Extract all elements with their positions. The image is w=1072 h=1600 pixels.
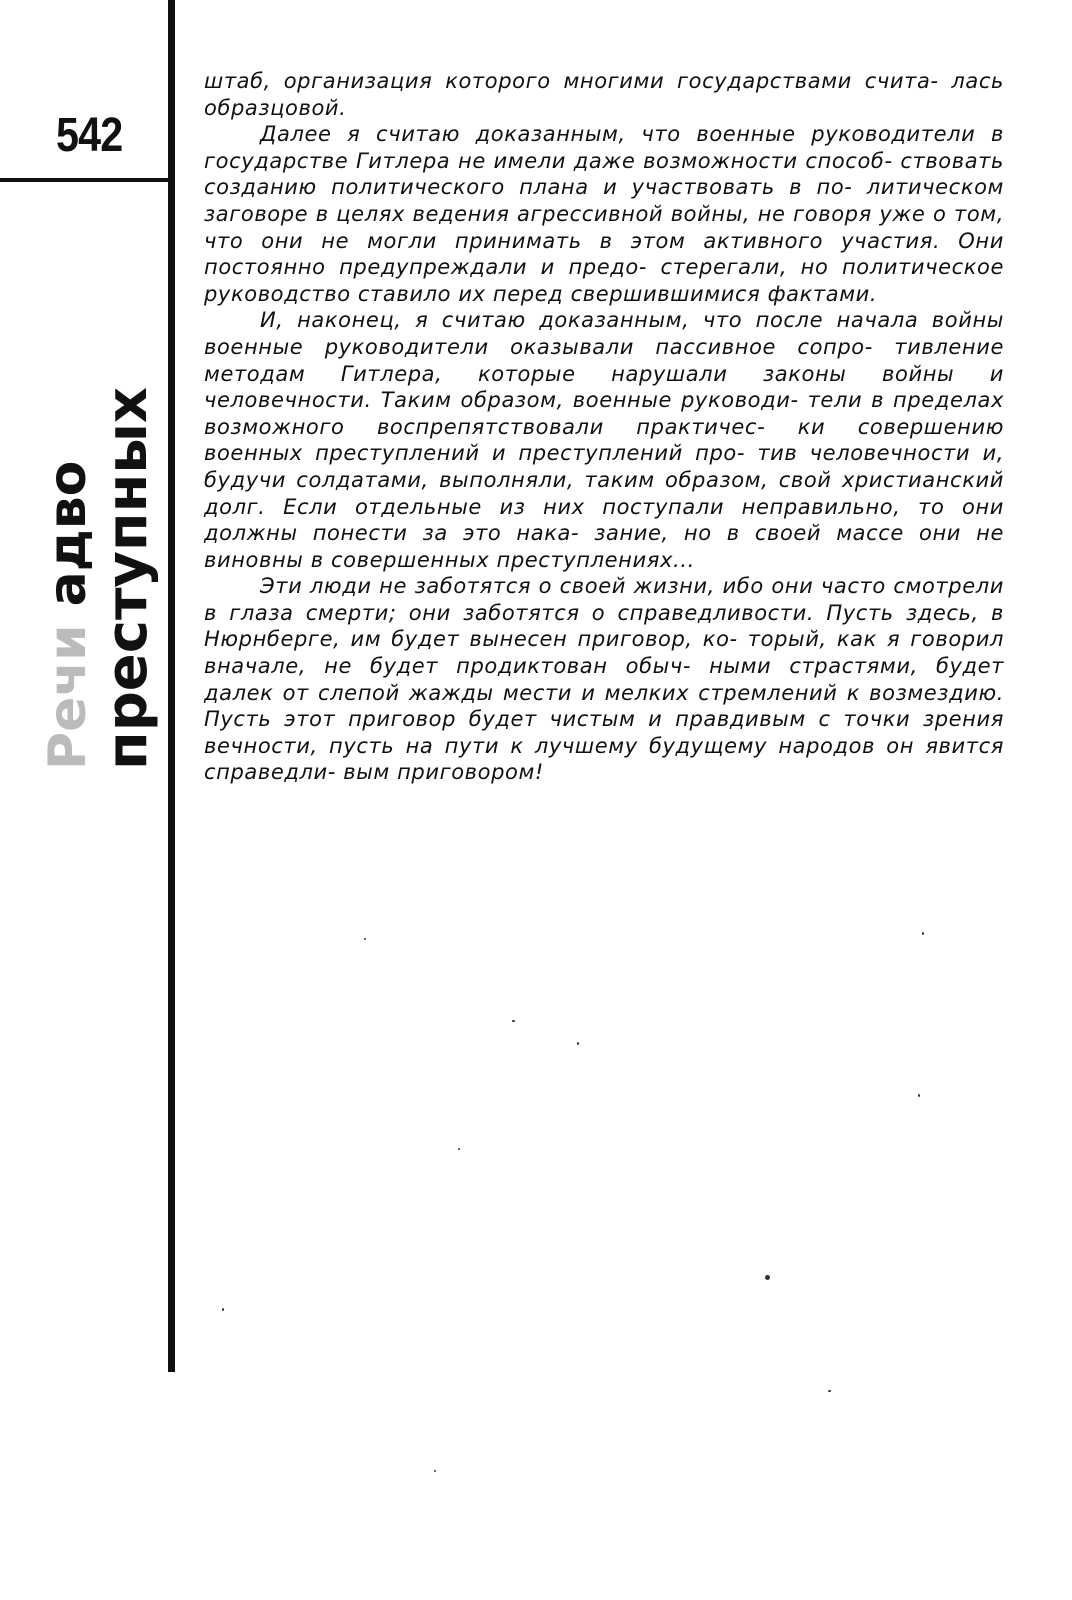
page-number: 542 [56, 109, 123, 162]
scan-speck [364, 938, 366, 940]
body-text [204, 68, 1004, 786]
scan-speck [918, 1094, 920, 1097]
scan-speck [222, 1308, 224, 1311]
scan-speck [458, 1148, 460, 1150]
scan-speck [765, 1275, 770, 1280]
paragraph: Эти люди не заботятся о своей жизни, ибо они часто смотрели в глаза смерти; они заботятся о справедливости. Пусть здесь, в Нюрнберге, им будет вынесен приговор, ко- торый, как я говорил вначале, не будет продиктован обыч- ными страстями, будет далек от слепой жажды мести и мелких стремлений к возмездию. Пусть этот приговор будет чистым и правдивым с точки зрения вечности, пусть на пути к лучшему будущему народов он явится справедли- вым приговором! [204, 574, 1004, 785]
paragraph: И, наконец, я считаю доказанным, что после начала войны военные руководители оказывали пассивное сопро- тивление методам Гитлера, которые нарушали законы войны и человечности. Таким образом, военные руководи- тели в пределах возможного воспрепятствовали практичес- ки совершению военных преступлений и преступлений про- тив человечности и, будучи солдатами, выполняли, таким образом, свой христианский долг. Если отдельные из них поступали неправильно, то они должны понести за это нака- зание, но в своей массе они не виновны в совершенных преступлениях... [204, 308, 1004, 572]
running-title-word: адво [38, 460, 98, 607]
running-title-line-1 [40, 461, 96, 770]
scan-speck [577, 1042, 579, 1045]
scan-speck [922, 932, 924, 935]
running-title-faded-word: Речи [38, 624, 98, 770]
running-title-line-2: преступных [95, 386, 160, 770]
scan-speck [828, 1390, 831, 1392]
scan-speck [512, 1020, 515, 1022]
paragraph: штаб, организация которого многими государствами счита- лась образцовой. [204, 69, 1004, 120]
scan-speck [434, 1470, 436, 1472]
paragraph: Далее я считаю доказанным, что военные руководители в государстве Гитлера не имели даже возможности способ- ствовать созданию политического плана и участвовать в по- литическом заговоре в целях ведения агрессивной войны, не говоря уже о том, что они не могли принимать в этом активного участия. Они постоянно предупреждали и предо- стерегали, но политическое руководство ставило их перед свершившимися фактами. [204, 122, 1004, 306]
page-number-rule [0, 178, 168, 182]
vertical-rule [168, 0, 175, 1372]
